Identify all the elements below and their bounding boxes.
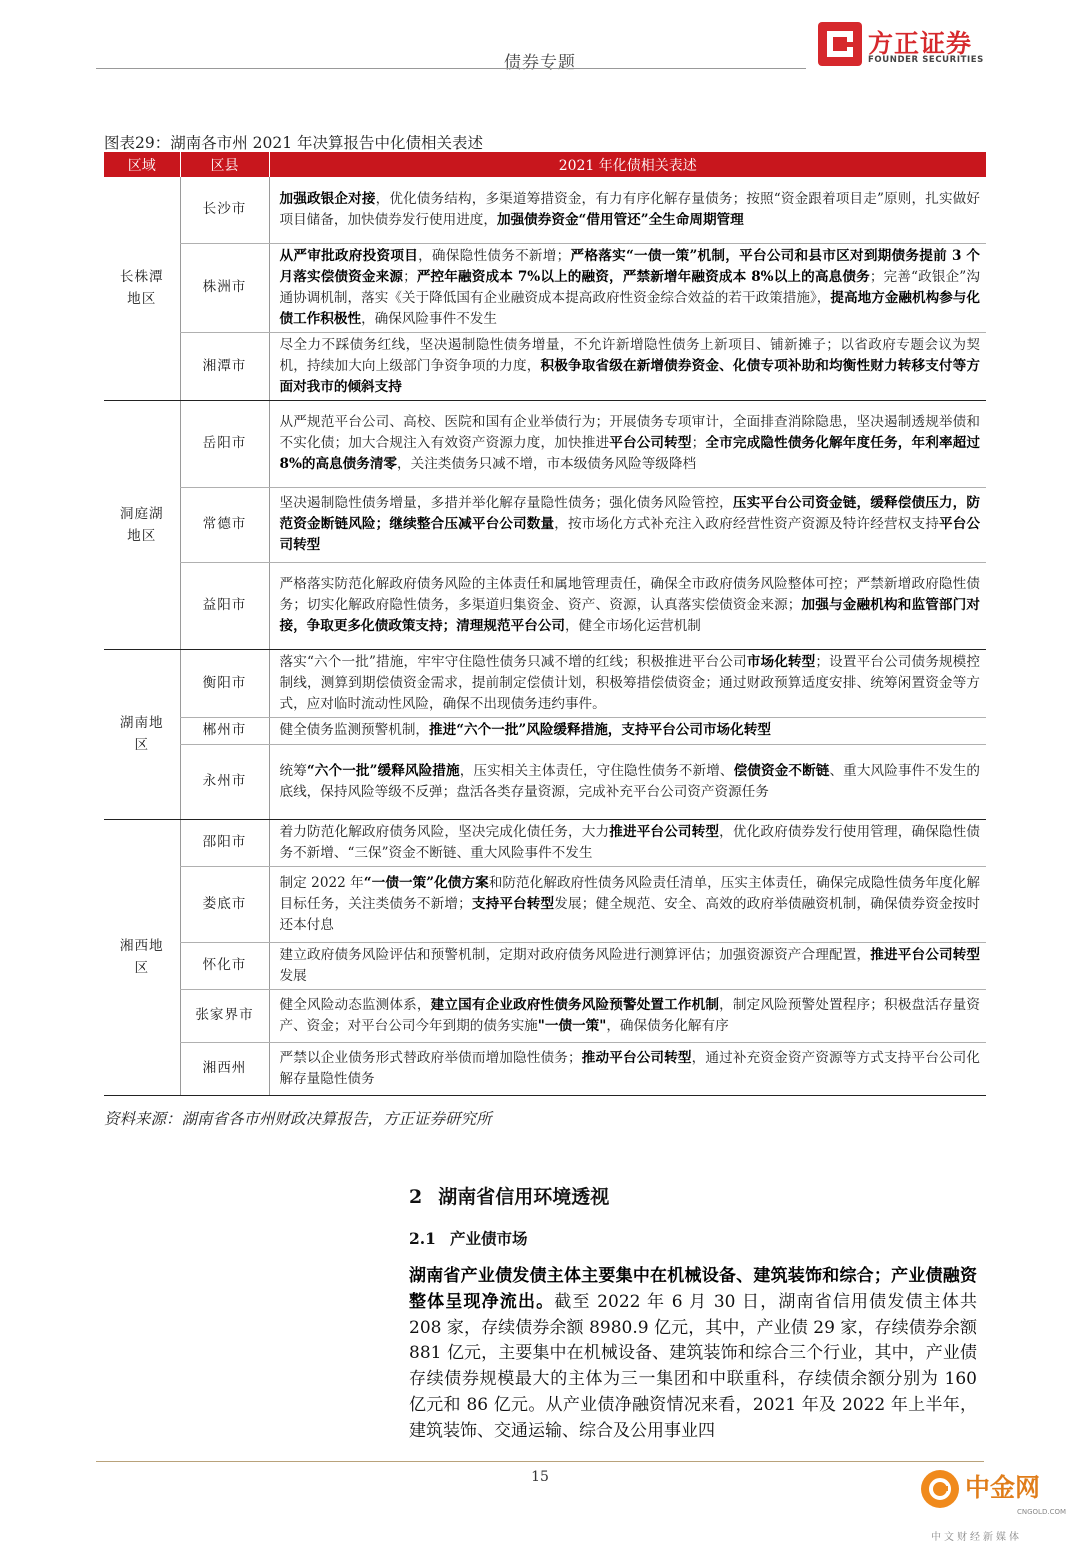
region-cell: 洞庭湖地区 [104, 400, 180, 649]
table-row [104, 942, 986, 989]
statement-emphasis: 加强政银企对接 [279, 190, 376, 207]
statement-emphasis: 推进“六个一批”风险缓释措施，支持平台公司市场化转型 [429, 722, 771, 738]
statement-cell [269, 243, 986, 332]
logo-english-text: FOUNDER SECURITIES [868, 55, 984, 65]
statement-text: ，确保风险事件不发生 [361, 310, 497, 327]
statement-text: 严格落实防范化解政府债务风险的主体责任和属地管理责任，确保全市政府债务风险整体可控；严禁新增政府隐性债务；切实化解政府隐性债务，多渠道归集资金、资产、资源，认真落实偿债资金来源； [279, 576, 980, 613]
statement-text: 制定 2022 年 [279, 874, 364, 891]
table-row [104, 177, 986, 243]
table-row [104, 400, 986, 487]
statement-emphasis: 全市完成隐性债务化解年度任务，年利率超过 8%的高息债务清零 [279, 435, 981, 472]
statement-text: 着力防范化解政府债务风险，坚决完成化债任务，大力 [279, 823, 610, 840]
statement-text: 严禁以企业债务形式替政府举债而增加隐性债务； [279, 1049, 582, 1066]
body-paragraph [409, 1264, 977, 1445]
data-source-note: 资料来源：湖南省各市州财政决算报告，方正证券研究所 [104, 1110, 492, 1128]
statement-text: ，按市场化方式补充注入政府经营性资产资源及特许经营权支持 [554, 516, 939, 532]
statement-emphasis: 平台公司转型 [279, 516, 981, 553]
statement-emphasis: 加强与金融机构和监管部门对接，争取更多化债政策支持；清理规范平台公司 [279, 597, 981, 634]
statement-cell [269, 177, 986, 243]
statement-text: 和防范化解政府性债务风险责任清单，压实主体责任，确保完成隐性债务年度化解目标任务，关注类债务不新增； [279, 874, 980, 912]
statement-text: 从严规范平台公司、高校、医院和国有企业举债行为；开展债务专项审计，全面排查消除隐患，坚决遏制透规举债和不实化债；加大合规注入有效资产资源力度，加快推进 [279, 414, 980, 451]
statement-cell [269, 989, 986, 1042]
statement-text: 发展；健全规范、安全、高效的政府举债融资机制，确保债券资金按时还本付息 [279, 895, 981, 933]
statement-text: 统筹 [279, 762, 307, 779]
statement-emphasis: 加强债券资金“借用管还”全生命周期管理 [497, 211, 744, 228]
statement-cell [269, 562, 986, 649]
region-cell: 湖南地区 [104, 649, 180, 819]
statement-emphasis: 市场化转型 [746, 653, 816, 670]
page-number: 15 [531, 1469, 549, 1485]
debt-resolution-table [104, 152, 986, 1096]
table-row [104, 487, 986, 562]
city-cell: 株洲市 [180, 243, 269, 332]
column-header-county: 区县 [180, 152, 269, 177]
statement-text: 落实“六个一批”措施，牢牢守住隐性债务只减不增的红线；积极推进平台公司 [279, 653, 747, 670]
region-cell: 长株潭地区 [104, 177, 180, 400]
statement-cell [269, 866, 986, 942]
statement-text: ，关注类债务只减不增，市本级债务风险等级降档 [397, 456, 697, 472]
statement-cell [269, 819, 986, 866]
table-header-row [104, 152, 986, 177]
cngold-logo-icon [921, 1470, 959, 1508]
statement-cell [269, 1042, 986, 1095]
statement-text: 建立政府债务风险评估和预警机制，定期对政府债务风险进行测算评估；加强资源资产合理配置， [279, 946, 871, 963]
statement-emphasis: 推进平台公司转型 [609, 823, 720, 840]
statement-cell [269, 649, 986, 717]
statement-text: ，健全市场化运营机制 [564, 618, 701, 634]
subsection-number: 2.1 [409, 1229, 436, 1248]
subsection-heading [409, 1227, 527, 1249]
founder-logo-mark-icon [818, 22, 862, 66]
statement-emphasis: “一债一策”化债方案 [363, 874, 489, 891]
statement-text: ，优化政府债券发行使用管理，确保隐性债务不新增、“三保”资金不断链、重大风险事件不发生 [279, 823, 981, 861]
logo-chinese-text: 方正证券 [868, 29, 973, 58]
cngold-watermark [921, 1468, 1071, 1543]
statement-emphasis: 建立国有企业政府性债务风险预警处置工作机制 [430, 996, 720, 1013]
statement-text: ；设置平台公司债务规模控制线，测算到期偿债资金需求，提前制定偿债计划，积极筹措偿债资金；通过财政预算适度安排、统筹闲置资金等方式，应对临时流动性风险，确保不出现债务违约事件。 [279, 653, 981, 712]
statement-emphasis: 提高地方金融机构参与化债工作积极性 [279, 289, 981, 327]
watermark-domain: CNGOLD.COM [1017, 1508, 1067, 1516]
statement-text: ，确保隐性债务不新增； [418, 247, 571, 264]
paragraph-text: 截至 2022 年 6 月 30 日，湖南省信用债发债主体共 208 家，存续债券余额 8980.9 亿元，其中，产业债 29 家，存续债券余额 881 亿元，主要集中在机械设备、建筑装饰和综合三个行业，其中，产业债存续债券规模最大的主体为三一集团和中联重科，存续债余额分别为 160 亿元和 86 亿元。从产业债净融资情况来看，2021 年及 2022 年上半年，建筑装饰、交通运输、综合及公用事业四 [409, 1291, 977, 1441]
table-row [104, 866, 986, 942]
region-cell: 湘西地区 [104, 819, 180, 1095]
document-type-header: 债券专题 [504, 53, 576, 73]
city-cell: 永州市 [180, 744, 269, 819]
statement-text: ； [403, 268, 417, 285]
statement-text: 健全债务监测预警机制， [279, 722, 430, 738]
statement-cell [269, 744, 986, 819]
section-heading [409, 1182, 609, 1209]
table-row [104, 562, 986, 649]
section-title: 湖南省信用环境透视 [438, 1186, 610, 1208]
city-cell: 长沙市 [180, 177, 269, 243]
table-row [104, 717, 986, 744]
table-row [104, 819, 986, 866]
statement-emphasis: 支持平台转型 [471, 895, 555, 912]
statement-cell [269, 942, 986, 989]
table-row [104, 243, 986, 332]
city-cell: 岳阳市 [180, 400, 269, 487]
founder-securities-logo [818, 22, 988, 70]
statement-text: ，压实相关主体责任，守住隐性债务不新增、 [459, 762, 734, 779]
statement-emphasis: 严控年融资成本 7%以上的融资，严禁新增年融资成本 8%以上的高息债务 [416, 268, 870, 285]
statement-cell [269, 717, 986, 744]
city-cell: 益阳市 [180, 562, 269, 649]
statement-emphasis: 严格落实“一债一策”机制，平台公司和县市区对到期债务提前 3 个月落实偿债资金来源 [279, 247, 981, 285]
statement-text: ，通过补充资金资产资源等方式支持平台公司化解存量隐性债务 [279, 1049, 981, 1087]
statement-text: ；完善“政银企”沟通协调机制，落实《关于降低国有企业融资成本提高政府性资金综合效益的若干政策措施》， [279, 268, 980, 306]
table-row [104, 989, 986, 1042]
statement-text: 发展 [279, 967, 307, 984]
city-cell: 郴州市 [180, 717, 269, 744]
table-row [104, 332, 986, 400]
statement-text: 健全风险动态监测体系， [279, 996, 431, 1013]
statement-emphasis: 平台公司转型 [609, 435, 692, 451]
city-cell: 怀化市 [180, 942, 269, 989]
city-cell: 张家界市 [180, 989, 269, 1042]
statement-text: ； [691, 435, 706, 451]
statement-emphasis: “六个一批”缓释风险措施 [306, 762, 460, 779]
statement-emphasis: 压实平台公司资金链，缓释偿债压力，防范资金断链风险；继续整合压减平台公司数量 [279, 495, 981, 532]
table-row [104, 1042, 986, 1095]
column-header-statement: 2021 年化债相关表述 [269, 152, 986, 177]
statement-text: 、重大风险事件不发生的底线，保持风险等级不反弹；盘活各类存量资源，完成补充平台公司资产资源任务 [279, 762, 981, 800]
statement-emphasis: 偿债资金不断链 [733, 762, 830, 779]
city-cell: 衡阳市 [180, 649, 269, 717]
statement-text: ，制定风险预警处置程序；积极盘活存量资产、资金；对平台公司今年到期的债务实施 [279, 996, 981, 1034]
city-cell: 邵阳市 [180, 819, 269, 866]
statement-emphasis: "一债一策" [537, 1017, 607, 1034]
section-number: 2 [409, 1186, 423, 1208]
city-cell: 湘潭市 [180, 332, 269, 400]
city-cell: 娄底市 [180, 866, 269, 942]
statement-text: ，优化债务结构，多渠道筹措资金，有力有序化解存量债务；按照“资金跟着项目走”原则，扎实做好项目储备，加快债券发行使用进度， [279, 190, 980, 228]
city-cell: 常德市 [180, 487, 269, 562]
statement-emphasis: 从严审批政府投资项目 [279, 247, 419, 264]
watermark-tagline: 中文财经新媒体 [931, 1532, 1022, 1543]
footer-rule [96, 1461, 984, 1462]
subsection-title: 产业债市场 [449, 1229, 528, 1248]
table-row [104, 744, 986, 819]
watermark-name: 中金网 [965, 1473, 1041, 1502]
statement-emphasis: 推进平台公司转型 [870, 946, 981, 963]
statement-emphasis: 推动平台公司转型 [581, 1049, 692, 1066]
statement-cell [269, 332, 986, 400]
header-rule [96, 68, 806, 69]
statement-cell [269, 487, 986, 562]
table-row [104, 649, 986, 717]
statement-text: 尽全力不踩债务红线，坚决遏制隐性债务增量，不允许新增隐性债务上新项目、铺新摊子；以省政府专题会议为契机，持续加大向上级部门争资争项的力度， [279, 336, 980, 374]
statement-text: 坚决遏制隐性债务增量，多措并举化解存量隐性债务；强化债务风险管控， [279, 495, 733, 511]
figure-caption: 图表29：湖南各市州 2021 年决算报告中化债相关表述 [104, 134, 484, 152]
statement-cell [269, 400, 986, 487]
statement-emphasis: 积极争取省级在新增债券资金、化债专项补助和均衡性财力转移支付等方面对我市的倾斜支持 [279, 357, 981, 395]
column-header-region: 区域 [104, 152, 180, 177]
city-cell: 湘西州 [180, 1042, 269, 1095]
paragraph-lead: 湖南省产业债发债主体主要集中在机械设备、建筑装饰和综合；产业债融资整体呈现净流出。 [409, 1266, 977, 1312]
statement-text: ，确保债务化解有序 [606, 1017, 729, 1034]
